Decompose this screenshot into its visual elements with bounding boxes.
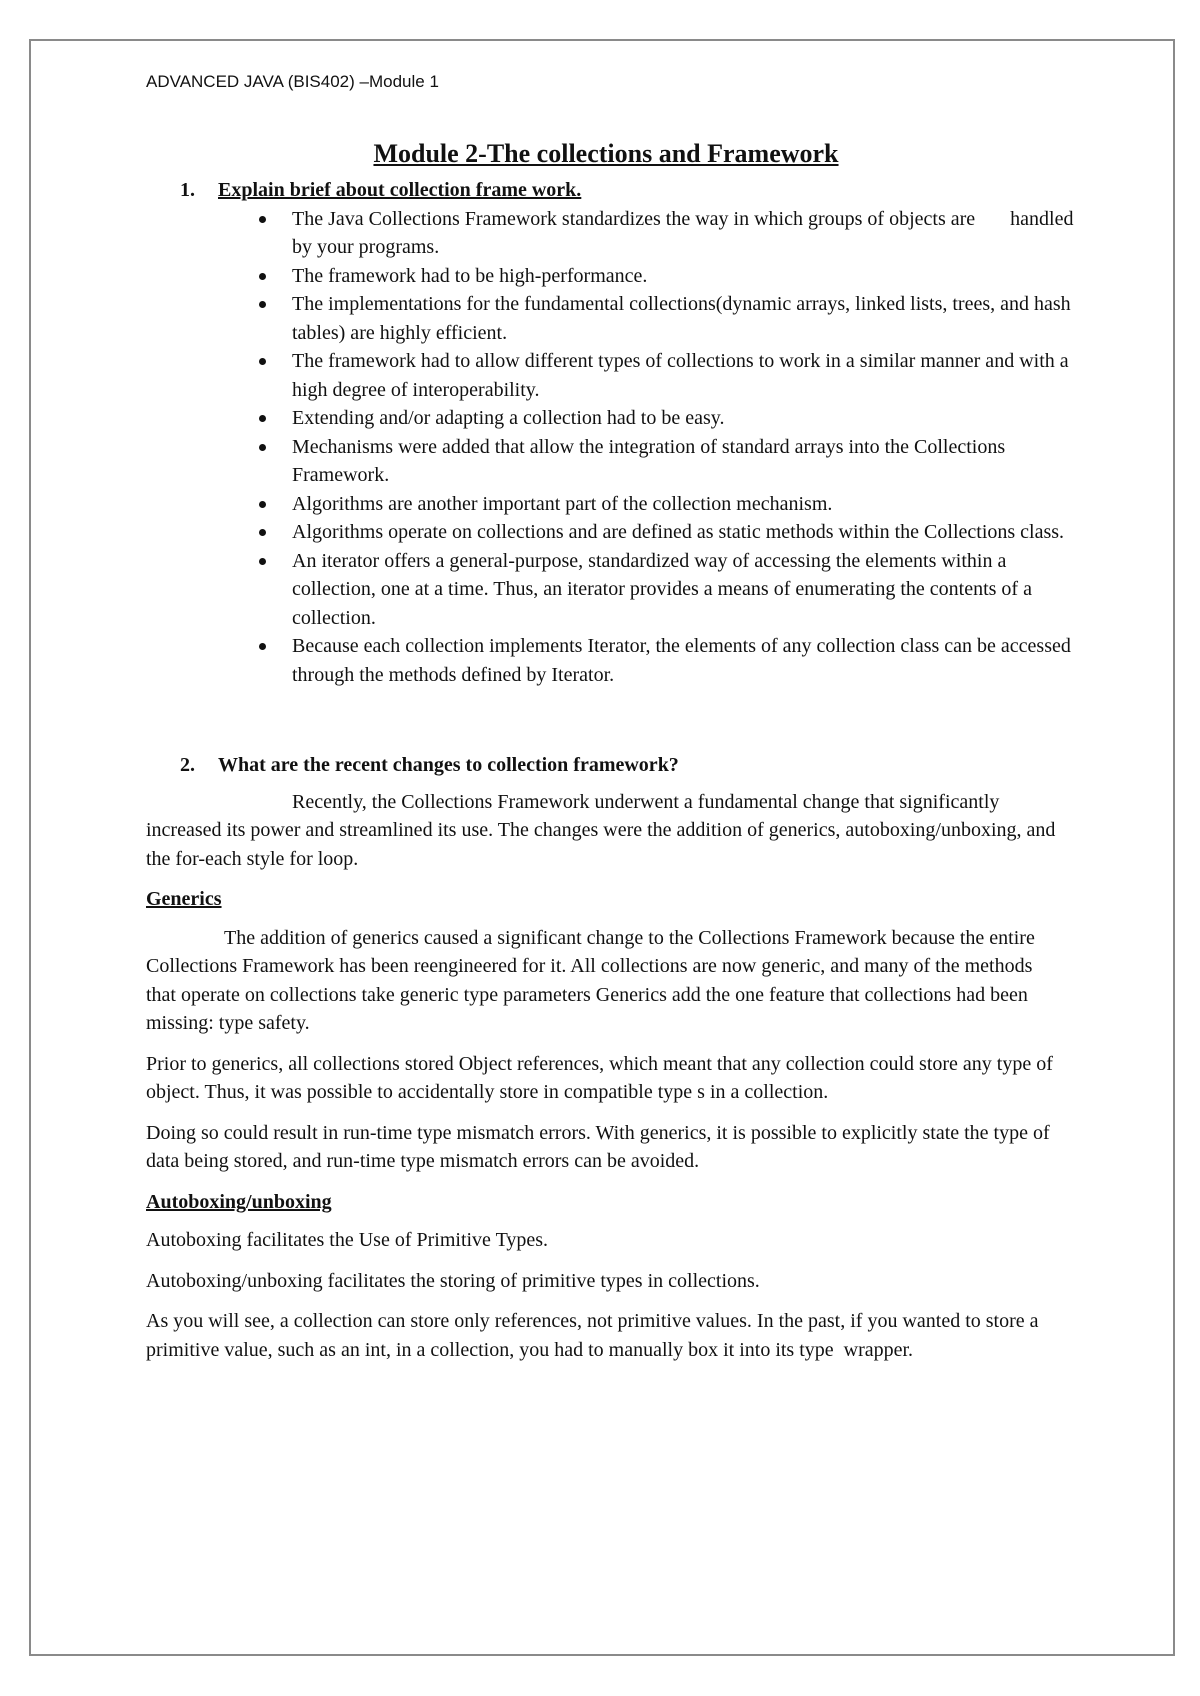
generics-paragraph-1: The addition of generics caused a significant change to the Collections Framework because the entire Collections Framework has been reengineered for it. All collections are now generic, and many of the methods that operate on collections take generic type parameters Generics add the one feature that collections had been missing: type safety. [146,926,1035,1034]
document-body [146,138,1074,1376]
autoboxing-paragraph-3: As you will see, a collection can store only references, not primitive values. In the past, if you wanted to store a primitive value, such as an int, in a collection, you had to manually box it into its type wrapper. [146,1310,1039,1361]
list-item: An iterator offers a general-purpose, standardized way of accessing the elements within a collection, one at a time. Thus, an iterator provides a means of enumerating the contents of a collection. [292,547,1082,633]
list-item: Mechanisms were added that allow the integration of standard arrays into the Collections Framework. [292,433,1082,490]
question-1-bullet-list [146,205,1082,690]
list-item: The framework had to be high-performance. [292,262,1082,291]
list-item: Extending and/or adapting a collection had to be easy. [292,404,1082,433]
question-2 [146,751,1066,780]
generics-paragraph-3: Doing so could result in run-time type mismatch errors. With generics, it is possible to explicitly state the type of data being stored, and run-time type mismatch errors can be avoided. [146,1121,1050,1172]
generics-heading: Generics [146,888,222,910]
question-1-number: 1. [180,179,195,201]
question-1 [146,176,1066,205]
question-2-number: 2. [180,754,195,776]
generics-paragraph-2: Prior to generics, all collections stored Object references, which meant that any collection could store any type of object. Thus, it was possible to accidentally store in compatible type s in a collection. [146,1052,1053,1103]
list-item: Algorithms are another important part of the collection mechanism. [292,490,1082,519]
autoboxing-heading: Autoboxing/unboxing [146,1190,332,1213]
question-1-text: Explain brief about collection frame work. [218,179,582,201]
list-item: The framework had to allow different types of collections to work in a similar manner and with a high degree of interoperability. [292,347,1082,404]
autoboxing-paragraph-1: Autoboxing facilitates the Use of Primitive Types. [146,1229,549,1251]
list-item: Algorithms operate on collections and are defined as static methods within the Collections class. [292,518,1082,547]
page-header: ADVANCED JAVA (BIS402) –Module 1 [146,72,439,91]
list-item: The Java Collections Framework standardizes the way in which groups of objects are handled by your programs. [292,205,1082,262]
list-item: Because each collection implements Iterator, the elements of any collection class can be accessed through the methods defined by Iterator. [292,632,1082,689]
recent-changes-paragraph: Recently, the Collections Framework underwent a fundamental change that significantly increased its power and streamlined its use. The changes were the addition of generics, autoboxing/unboxing, and the for-each style for loop. [146,790,1056,870]
question-2-text: What are the recent changes to collection framework? [218,754,679,776]
list-item: The implementations for the fundamental collections(dynamic arrays, linked lists, trees, and hash tables) are highly efficient. [292,290,1082,347]
autoboxing-paragraph-2: Autoboxing/unboxing facilitates the storing of primitive types in collections. [146,1269,760,1292]
page-title: Module 2-The collections and Framework [373,139,839,168]
